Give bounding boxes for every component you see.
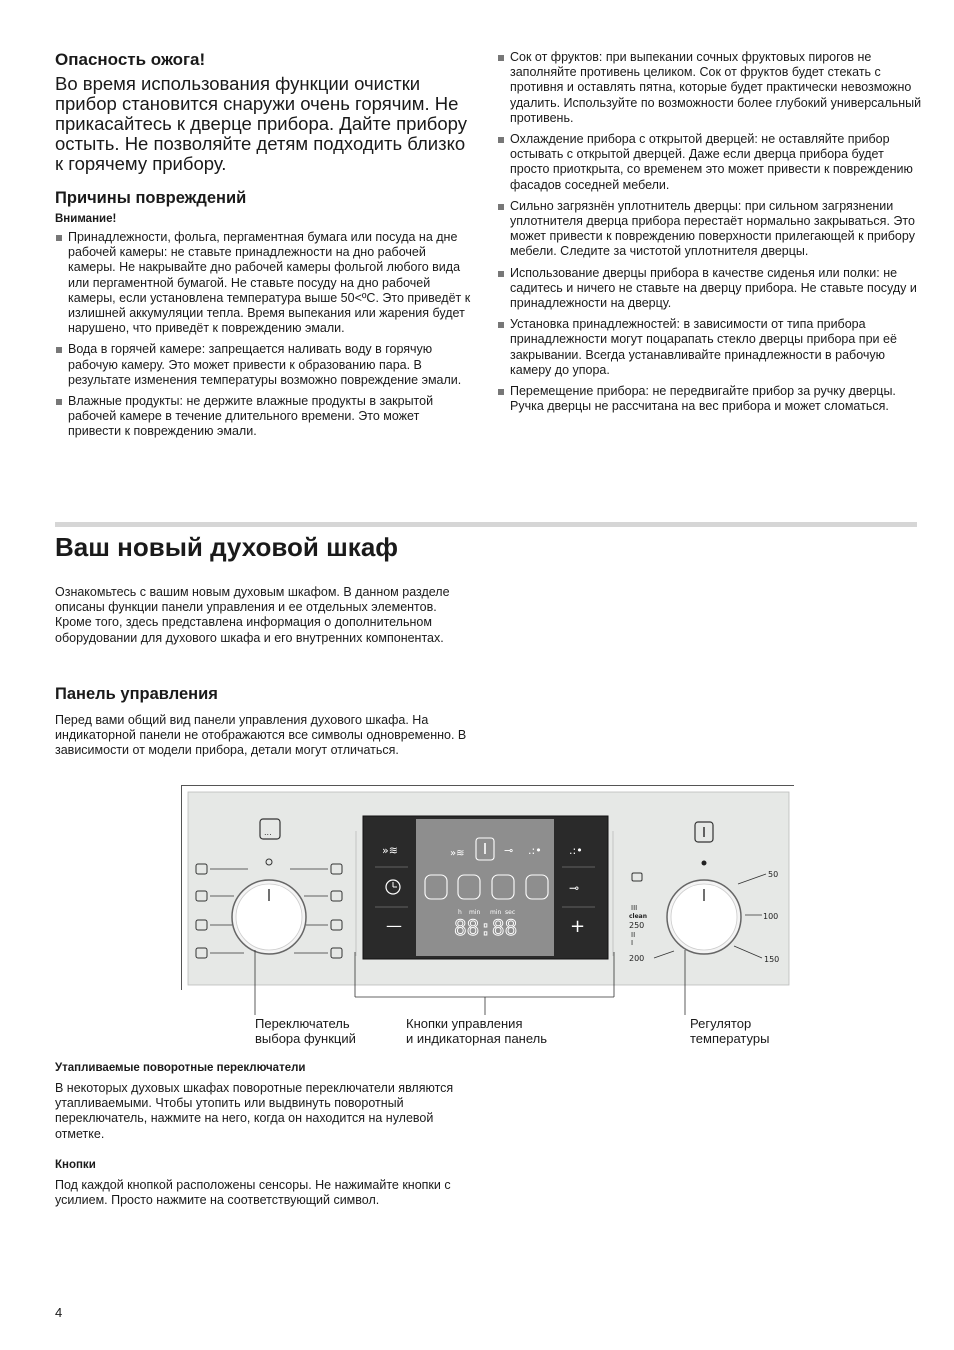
right-column — [497, 50, 922, 420]
list-item: Принадлежности, фольга, пергаментная бумага или посуда на дне рабочей камеры: не ставьте принадлежности на дно рабочей камеры. Не накрывайте дно рабочей камеры фольгой любого вида или пергаментной бумагой. Не ставьте посуду на дно рабочей камеры, если установлена температура выше 50<ºC. Это приведёт к излишней аккумуляции тепла. Время выпекания или жарения будет нарушено, что приведёт к повреждению эмали. — [55, 230, 475, 336]
section-title: Ваш новый духовой шкаф — [55, 532, 399, 562]
temp-mark-iii: III — [631, 904, 638, 912]
temp-mark-i: I — [631, 939, 634, 947]
page-number: 4 — [55, 1305, 63, 1320]
buttons-text: Под каждой кнопкой расположены сенсоры. Не нажимайте кнопки с усилием. Просто нажмите на соответствующий символ. — [55, 1178, 451, 1208]
section-intro: Ознакомьтесь с вашим новым духовым шкафом. В данном разделе описаны функции панели управления и ее отдельных элементов. Кроме того, здесь представлена информация о дополнительном оборудовании для духового шкафа и его внутренних компонентах. — [55, 585, 450, 645]
temp-label-50: 50 — [768, 870, 779, 879]
child-lock-icon: ⊸ — [569, 881, 580, 895]
screen-rapid-heat-icon: »≋ — [450, 848, 465, 859]
section-divider — [55, 522, 917, 527]
knobs-text: В некоторых духовых шкафах поворотные переключатели являются утапливаемыми. Чтобы утопить или выдвинуть поворотный переключатель, нажмите на него, когда он находится на нулевой отметке. — [55, 1081, 454, 1141]
caption-line: и индикаторная панель — [406, 1031, 548, 1046]
list-item: Использование дверцы прибора в качестве сиденья или полки: не садитесь и ничего не ставьте на дверцу прибора. Не ставьте посуду и принадлежности на дверцу. — [497, 266, 922, 312]
cleaning-icon: .:• — [569, 844, 583, 857]
attention-label: Внимание! — [55, 213, 117, 225]
caption-line: выбора функций — [255, 1031, 356, 1046]
display-time: 88:88 — [454, 916, 518, 940]
damage-heading: Причины повреждений — [55, 189, 247, 207]
caption-line: Кнопки управления — [406, 1016, 523, 1031]
svg-text:...: ... — [264, 828, 272, 837]
caption-temperature-regulator — [690, 1016, 769, 1046]
display-panel-group — [363, 816, 608, 959]
unit-min: min — [469, 909, 481, 916]
screen-lock-icon: ⊸ — [504, 844, 514, 857]
minus-button: — — [386, 916, 402, 935]
temp-label-100: 100 — [763, 912, 779, 921]
panel-heading: Панель управления — [55, 685, 218, 703]
unit-h: h — [458, 909, 462, 916]
caption-function-selector — [255, 1016, 356, 1046]
temp-mark-clean: clean — [629, 913, 648, 920]
caption-line: Регулятор — [690, 1016, 752, 1031]
callout-lines — [0, 940, 954, 1020]
temp-label-150: 150 — [764, 955, 780, 964]
burn-warning-heading: Опасность ожога! — [55, 50, 206, 69]
list-item: Охлаждение прибора с открытой дверцей: не оставляйте прибор остывать с открытой дверцей. Даже если дверца прибора будет просто приоткрыта, со временем это может привести к повреждению фасадов соседней мебели. — [497, 132, 922, 193]
panel-text: Перед вами общий вид панели управления духового шкафа. На индикаторной панели не отображаются все символы одновременно. В зависимости от модели прибора, детали могут отличаться. — [55, 713, 467, 758]
temp-mark-ii: II — [631, 931, 636, 939]
left-column — [55, 50, 475, 446]
temp-label-250: 250 — [629, 921, 645, 930]
damage-list-left — [55, 230, 475, 440]
unit-min-2: min — [490, 909, 502, 916]
list-item: Перемещение прибора: не передвигайте прибор за ручку дверцы. Ручка дверцы не рассчитана на вес прибора и может сломаться. — [497, 384, 922, 414]
list-item: Вода в горячей камере: запрещается наливать воду в горячую рабочую камеру. Это может привести к образованию пара. В результате изменения температуры возможно повреждение эмали. — [55, 342, 475, 388]
temp-label-200: 200 — [629, 954, 645, 963]
caption-line: температуры — [690, 1031, 770, 1046]
list-item: Сок от фруктов: при выпекании сочных фруктовых пирогов не заполняйте противень целиком. Сок от фруктов будет стекать с противня и оставлять пятна, которые будет практически невозможно удалить. Используйте по возможности более глубокий универсальный противень. — [497, 50, 922, 126]
screen-clean-icon: .:• — [528, 844, 542, 857]
rapid-heat-icon: »≋ — [382, 844, 398, 857]
list-item: Влажные продукты: не держите влажные продукты в закрытой рабочей камере в течение длительного времени. Это может привести к повреждению эмали. — [55, 394, 475, 440]
caption-control-buttons — [406, 1016, 547, 1046]
caption-line: Переключатель — [255, 1016, 350, 1031]
buttons-heading: Кнопки — [55, 1159, 96, 1171]
knobs-heading: Утапливаемые поворотные переключатели — [55, 1062, 306, 1074]
list-item: Установка принадлежностей: в зависимости от типа прибора принадлежности могут поцарапать стекло дверцы прибора при её закрывании. Всегда устанавливайте принадлежности в рабочую камеру до упора. — [497, 317, 922, 378]
plus-button: + — [570, 916, 586, 937]
unit-sec: sec — [505, 909, 516, 916]
burn-warning-text: Во время использования функции очистки прибор становится снаружи очень горячим. Не прикасайтесь к дверце прибора. Дайте прибору остыть. Не позволяйте детям подходить близко к горячему прибору. — [55, 73, 468, 174]
list-item: Сильно загрязнён уплотнитель дверцы: при сильном загрязнении уплотнителя дверца прибора перестаёт нормально закрываться. Это может привести к повреждению поверхности прилегающей к прибору мебели. Следите за чистотой уплотнителя дверцы. — [497, 199, 922, 260]
damage-list-right — [497, 50, 922, 414]
